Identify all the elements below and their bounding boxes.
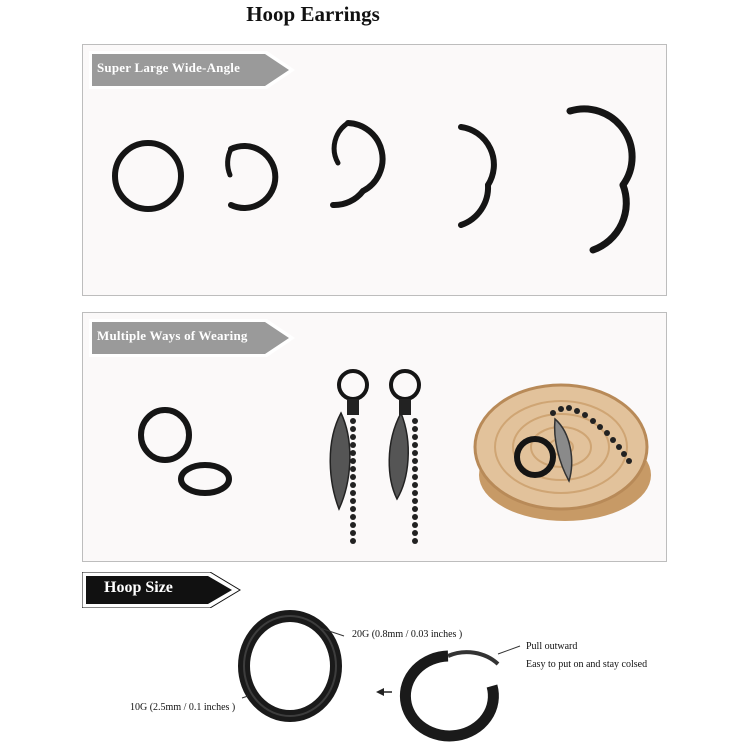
hoop-opening-sequence bbox=[83, 45, 668, 297]
hoop-open-3 bbox=[461, 127, 494, 185]
gauge-20-label: 20G (0.8mm / 0.03 inches ) bbox=[352, 629, 463, 640]
hoop-open-1 bbox=[231, 146, 275, 208]
hoop-left bbox=[141, 410, 189, 460]
hoop-open-2 bbox=[348, 123, 383, 191]
pull-outward-label: Pull outward bbox=[526, 641, 578, 652]
hoop-right bbox=[181, 465, 229, 493]
wearing-panel bbox=[82, 312, 667, 562]
hoop-large bbox=[242, 616, 344, 716]
easy-wear-label: Easy to put on and stay colsed bbox=[526, 659, 648, 670]
page-title: Hoop Earrings bbox=[246, 2, 380, 26]
hoop-closed bbox=[115, 143, 181, 209]
hoop-size-label: Hoop Size bbox=[104, 579, 173, 596]
wide-angle-label: Super Large Wide-Angle bbox=[97, 60, 241, 75]
gauge-10-label: 10G (2.5mm / 0.1 inches ) bbox=[130, 702, 236, 713]
wearing-illustrations bbox=[83, 313, 668, 563]
hoop-open-4 bbox=[570, 109, 632, 185]
wood-slice-display bbox=[475, 385, 651, 521]
hoop-size-diagram bbox=[0, 600, 750, 750]
hoop-open bbox=[376, 646, 520, 736]
feather-earring-left bbox=[330, 371, 367, 544]
feather-earring-right bbox=[389, 371, 419, 544]
wide-angle-panel bbox=[82, 44, 667, 296]
wearing-label: Multiple Ways of Wearing bbox=[97, 328, 248, 343]
